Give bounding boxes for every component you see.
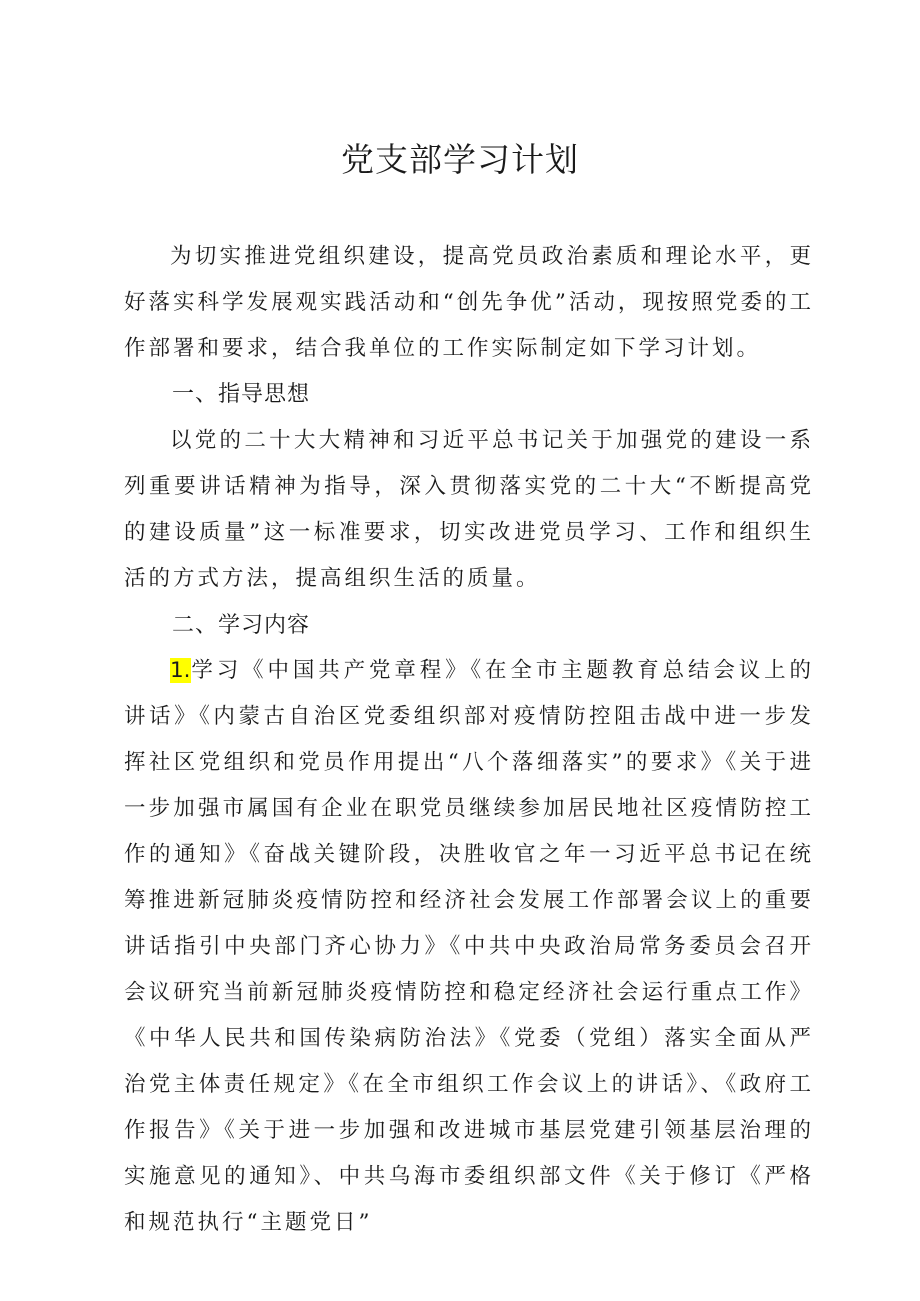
document-title: 党支部学习计划	[341, 140, 579, 179]
study-content-paragraph	[124, 648, 814, 1246]
study-content-text: 学习《中国共产党章程》《在全市主题教育总结会议上的讲话》《内蒙古自治区党委组织部对疫情防控阻击战中进一步发挥社区党组织和党员作用提出“八个落细落实”的要求》《关于进一步加强市属国有企业在职党员继续参加居民地社区疫情防控工作的通知》《奋战关键阶段，决胜收官之年一习近平总书记在统筹推进新冠肺炎疫情防控和经济社会发展工作部署会议上的重要讲话指引中央部门齐心协力》《中共中央政治局常务委员会召开会议研究当前新冠肺炎疫情防控和稳定经济社会运行重点工作》《中华人民共和国传染病防治法》《党委（党组）落实全面从严治党主体责任规定》《在全市组织工作会议上的讲话》、《政府工作报告》《关于进一步加强和改进城市基层党建引领基层治理的实施意见的通知》、中共乌海市委组织部文件《关于修订《严格和规范执行“主题党日”	[124, 658, 814, 1235]
guiding-thought-paragraph: 以党的二十大大精神和习近平总书记关于加强党的建设一系列重要讲话精神为指导，深入贯彻落实党的二十大“不断提高党的建设质量”这一标准要求，切实改进党员学习、工作和组织生活的方式方法，提高组织生活的质量。	[124, 428, 814, 591]
section-heading-guiding-thought: 一、指导思想	[172, 382, 311, 407]
intro-paragraph: 为切实推进党组织建设，提高党员政治素质和理论水平，更好落实科学发展观实践活动和“创先争优”活动，现按照党委的工作部署和要求，结合我单位的工作实际制定如下学习计划。	[124, 244, 814, 361]
section-heading-study-content: 二、学习内容	[172, 613, 311, 638]
highlighted-item-number: 1.	[170, 658, 191, 683]
